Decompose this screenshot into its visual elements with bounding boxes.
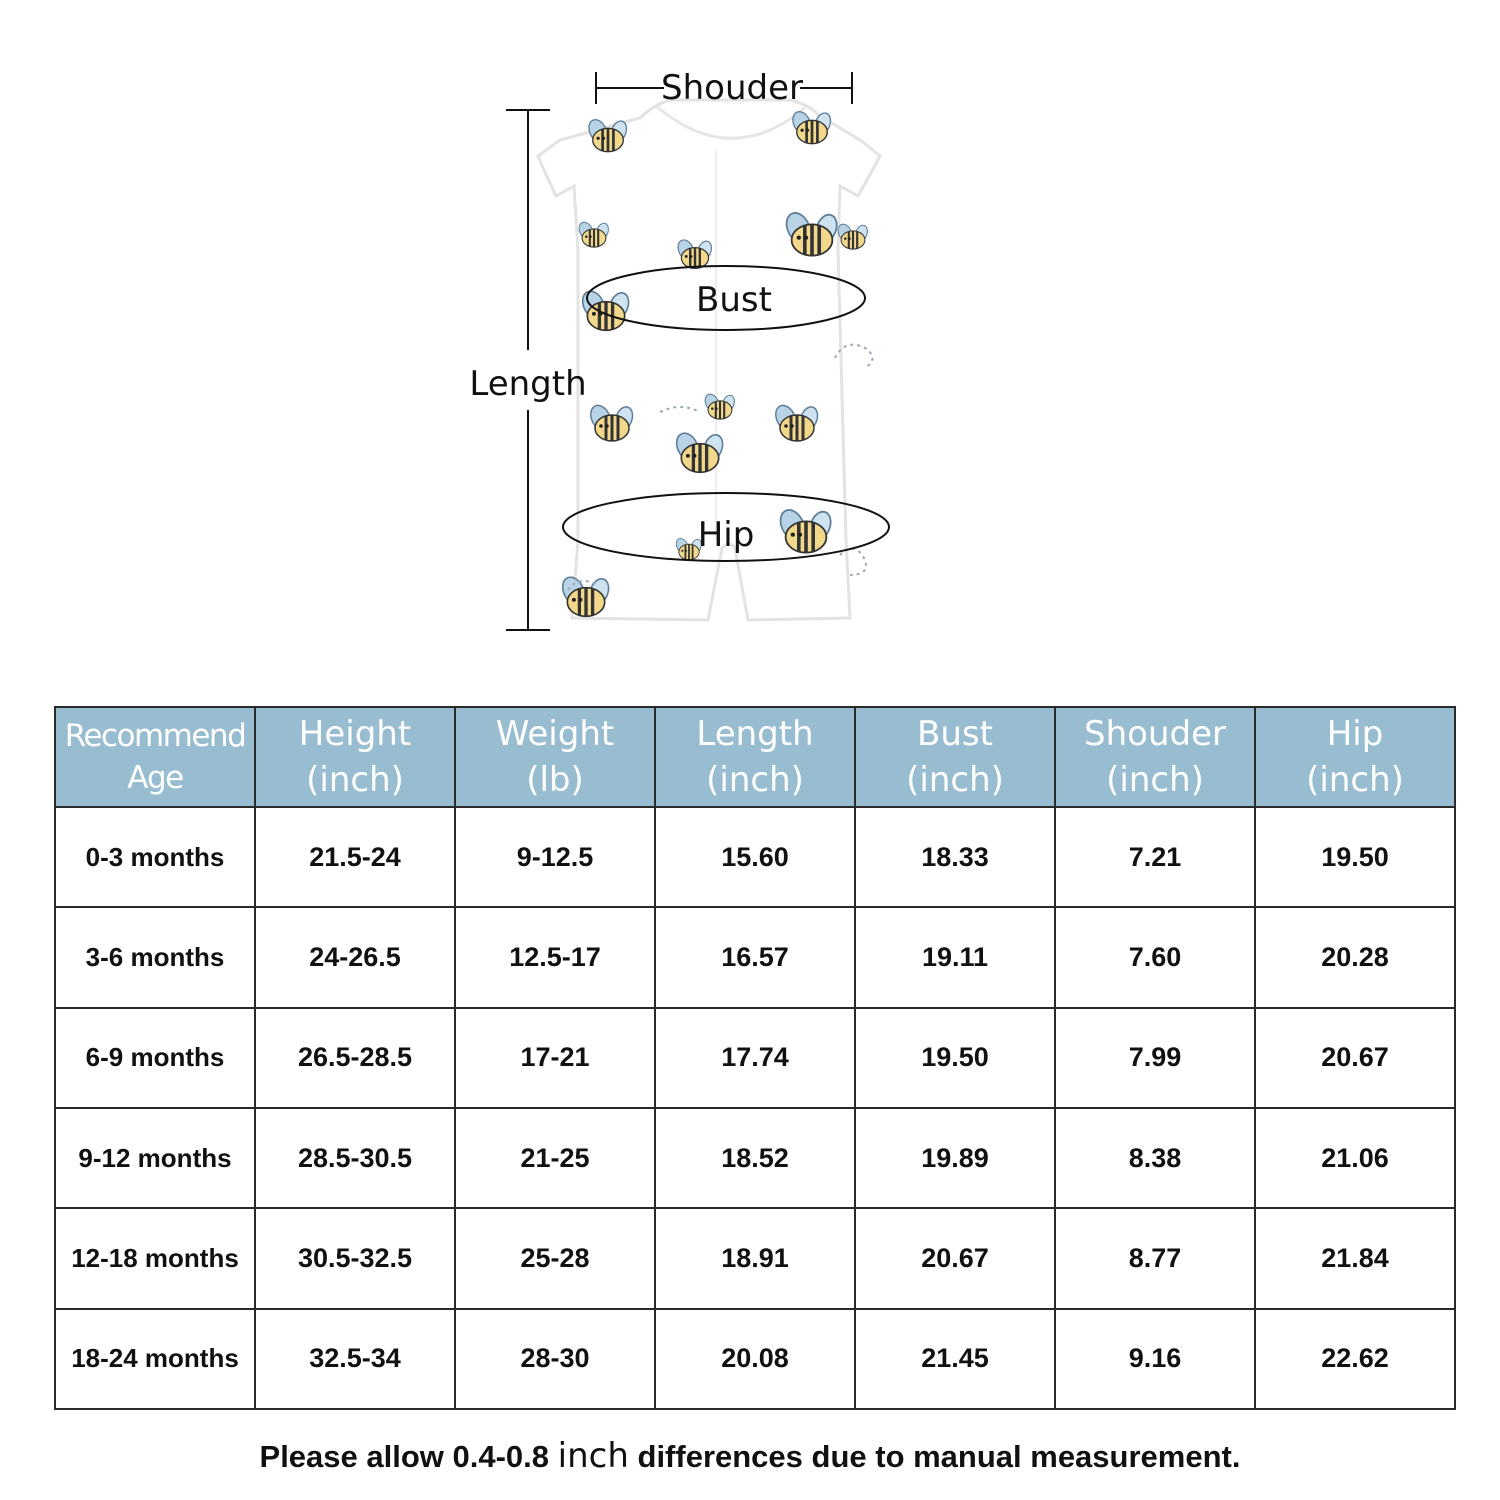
cell-bust: 20.67 [855,1208,1055,1308]
cell-hip: 20.67 [1255,1008,1455,1108]
cell-age: 9-12 months [55,1108,255,1208]
column-header-height: Height (inch) [255,707,455,807]
cell-shoulder: 7.99 [1055,1008,1255,1108]
column-header-age: Recommend Age [55,707,255,807]
note-text-start: Please allow 0.4-0.8 [259,1439,558,1474]
cell-weight: 28-30 [455,1309,655,1409]
cell-age: 18-24 months [55,1309,255,1409]
cell-bust: 19.89 [855,1108,1055,1208]
cell-hip: 22.62 [1255,1309,1455,1409]
cell-shoulder: 9.16 [1055,1309,1255,1409]
table-row [55,807,1455,907]
cell-height: 32.5-34 [255,1309,455,1409]
cell-length: 20.08 [655,1309,855,1409]
cell-bust: 19.50 [855,1008,1055,1108]
length-label: Length [469,364,587,404]
column-header-shoulder: Shouder (inch) [1055,707,1255,807]
column-header-weight: Weight (lb) [455,707,655,807]
table-row [55,907,1455,1007]
cell-length: 18.52 [655,1108,855,1208]
shoulder-label: Shouder [661,68,803,108]
table-row [55,1309,1455,1409]
cell-hip: 19.50 [1255,807,1455,907]
cell-age: 0-3 months [55,807,255,907]
note-text-end: differences due to manual measurement. [628,1439,1241,1474]
cell-height: 28.5-30.5 [255,1108,455,1208]
cell-height: 26.5-28.5 [255,1008,455,1108]
cell-shoulder: 7.60 [1055,907,1255,1007]
cell-hip: 21.06 [1255,1108,1455,1208]
cell-shoulder: 8.77 [1055,1208,1255,1308]
cell-weight: 17-21 [455,1008,655,1108]
cell-length: 18.91 [655,1208,855,1308]
cell-height: 21.5-24 [255,807,455,907]
cell-length: 16.57 [655,907,855,1007]
cell-height: 24-26.5 [255,907,455,1007]
cell-weight: 21-25 [455,1108,655,1208]
cell-weight: 12.5-17 [455,907,655,1007]
column-header-bust: Bust (inch) [855,707,1055,807]
shoulder-measure [596,68,852,108]
cell-age: 3-6 months [55,907,255,1007]
cell-shoulder: 8.38 [1055,1108,1255,1208]
table-row [55,1108,1455,1208]
table-row [55,1008,1455,1108]
size-chart-table [54,706,1456,1410]
cell-shoulder: 7.21 [1055,807,1255,907]
cell-age: 6-9 months [55,1008,255,1108]
cell-bust: 18.33 [855,807,1055,907]
cell-length: 15.60 [655,807,855,907]
cell-bust: 21.45 [855,1309,1055,1409]
measurement-note [0,1436,1500,1476]
column-header-hip: Hip (inch) [1255,707,1455,807]
cell-hip: 21.84 [1255,1208,1455,1308]
cell-height: 30.5-32.5 [255,1208,455,1308]
garment-measurement-diagram [0,0,1500,660]
hip-label: Hip [697,515,755,555]
table-header-row [55,707,1455,807]
table-row [55,1208,1455,1308]
column-header-length: Length (inch) [655,707,855,807]
cell-length: 17.74 [655,1008,855,1108]
bust-label: Bust [696,280,772,320]
cell-hip: 20.28 [1255,907,1455,1007]
cell-weight: 9-12.5 [455,807,655,907]
cell-age: 12-18 months [55,1208,255,1308]
cell-bust: 19.11 [855,907,1055,1007]
note-unit: inch [557,1436,629,1476]
cell-weight: 25-28 [455,1208,655,1308]
